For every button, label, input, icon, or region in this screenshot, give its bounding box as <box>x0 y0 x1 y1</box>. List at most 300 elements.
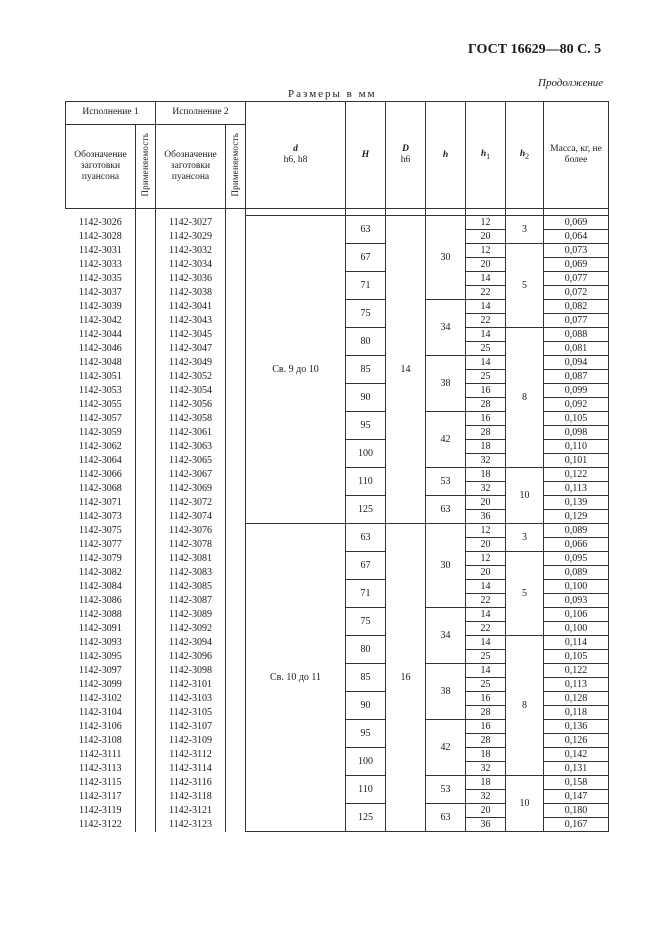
designation-v2: 1142-3063 <box>169 440 212 452</box>
cell-mass: 0,081 <box>544 342 609 356</box>
gap-cell <box>246 209 346 216</box>
designation-v2: 1142-3089 <box>169 608 212 620</box>
cell-h: 42 <box>426 412 466 468</box>
designation-v2: 1142-3045 <box>169 328 212 340</box>
applicability-v2 <box>226 258 246 272</box>
applicability-v1 <box>136 566 156 580</box>
cell-h2: 8 <box>506 328 544 468</box>
header-D-name: D <box>402 144 409 155</box>
cell-mass: 0,122 <box>544 468 609 482</box>
designation-v1: 1142-3102 <box>78 692 122 704</box>
cell-h1: 22 <box>466 622 506 636</box>
designation-v2: 1142-3116 <box>169 776 212 788</box>
cell-mass: 0,131 <box>544 762 609 776</box>
cell-h1: 28 <box>466 398 506 412</box>
designation-v1: 1142-3059 <box>78 426 122 438</box>
applicability-v2 <box>226 440 246 454</box>
designation-v1: 1142-3077 <box>78 538 122 550</box>
cell-mass: 0,092 <box>544 398 609 412</box>
applicability-v1 <box>136 664 156 678</box>
cell-H: 95 <box>346 720 386 748</box>
applicability-v1 <box>136 286 156 300</box>
cell-mass: 0,167 <box>544 818 609 832</box>
cell-h1: 16 <box>466 384 506 398</box>
applicability-v2 <box>226 286 246 300</box>
applicability-v2 <box>226 538 246 552</box>
cell-h1: 20 <box>466 496 506 510</box>
applicability-v2 <box>226 608 246 622</box>
header-h1-name: h <box>480 149 487 159</box>
cell-mass: 0,114 <box>544 636 609 650</box>
header-D-tolerance: h6 <box>400 155 411 165</box>
applicability-v1 <box>136 678 156 692</box>
cell-h: 53 <box>426 776 466 804</box>
cell-mass: 0,066 <box>544 538 609 552</box>
header-h2-name: h <box>519 149 526 159</box>
header-gap-row <box>66 209 609 216</box>
designation-v2: 1142-3121 <box>169 804 212 816</box>
applicability-v1 <box>136 636 156 650</box>
cell-H: 90 <box>346 692 386 720</box>
cell-mass: 0,082 <box>544 300 609 314</box>
table-body <box>66 209 609 832</box>
header-d-tolerance: h6, h8 <box>283 155 308 165</box>
cell-H: 63 <box>346 216 386 244</box>
cell-h1: 25 <box>466 370 506 384</box>
cell-mass: 0,113 <box>544 678 609 692</box>
applicability-v2 <box>226 580 246 594</box>
applicability-v1 <box>136 314 156 328</box>
cell-mass: 0,088 <box>544 328 609 342</box>
header-applicability-v1: Применяемость <box>136 125 156 209</box>
applicability-v1 <box>136 412 156 426</box>
header-h2 <box>506 102 544 209</box>
designation-v2: 1142-3101 <box>169 678 212 690</box>
cell-h1: 32 <box>466 482 506 496</box>
cell-D: 16 <box>386 524 426 832</box>
designation-v2: 1142-3069 <box>169 482 212 494</box>
applicability-v1 <box>136 608 156 622</box>
designation-v2: 1142-3065 <box>169 454 212 466</box>
cell-h1: 25 <box>466 650 506 664</box>
cell-H: 110 <box>346 468 386 496</box>
cell-mass: 0,106 <box>544 608 609 622</box>
cell-h1: 14 <box>466 300 506 314</box>
designation-v1: 1142-3088 <box>78 608 122 620</box>
designation-v1: 1142-3095 <box>78 650 122 662</box>
cell-H: 75 <box>346 300 386 328</box>
applicability-v1 <box>136 552 156 566</box>
applicability-v2 <box>226 524 246 538</box>
applicability-v1 <box>136 650 156 664</box>
designation-v2: 1142-3032 <box>169 244 212 256</box>
cell-mass: 0,087 <box>544 370 609 384</box>
applicability-v2 <box>226 342 246 356</box>
designation-v2: 1142-3054 <box>169 384 212 396</box>
designation-v1: 1142-3122 <box>78 818 122 830</box>
cell-mass: 0,089 <box>544 566 609 580</box>
designation-v2: 1142-3038 <box>169 286 212 298</box>
applicability-v1 <box>136 258 156 272</box>
dimensions-label: Размеры в мм <box>288 88 377 100</box>
applicability-v1 <box>136 328 156 342</box>
applicability-v1 <box>136 300 156 314</box>
gap-cell <box>466 209 506 216</box>
cell-h: 38 <box>426 664 466 720</box>
table-row <box>66 216 609 230</box>
applicability-v2 <box>226 636 246 650</box>
cell-H: 90 <box>346 384 386 412</box>
applicability-v2 <box>226 748 246 762</box>
designation-v1: 1142-3075 <box>78 524 122 536</box>
cell-h2: 10 <box>506 468 544 524</box>
cell-mass: 0,095 <box>544 552 609 566</box>
cell-mass: 0,139 <box>544 496 609 510</box>
header-h2-sub: 2 <box>525 151 530 161</box>
designation-v2: 1142-3096 <box>169 650 212 662</box>
cell-H: 95 <box>346 412 386 440</box>
applicability-v2 <box>226 552 246 566</box>
applicability-v1 <box>136 496 156 510</box>
gap-cell <box>136 209 156 216</box>
cell-h1: 14 <box>466 580 506 594</box>
applicability-v1 <box>136 272 156 286</box>
cell-h1: 28 <box>466 426 506 440</box>
applicability-v1 <box>136 230 156 244</box>
designation-v1: 1142-3062 <box>78 440 122 452</box>
cell-h1: 18 <box>466 748 506 762</box>
applicability-v2 <box>226 272 246 286</box>
applicability-v2 <box>226 720 246 734</box>
applicability-v2 <box>226 692 246 706</box>
designation-v2: 1142-3074 <box>169 510 212 522</box>
cell-h: 34 <box>426 608 466 664</box>
header-version-1: Исполнение 1 <box>66 102 156 125</box>
designation-v1: 1142-3044 <box>78 328 122 340</box>
cell-mass: 0,113 <box>544 482 609 496</box>
designation-v2: 1142-3049 <box>169 356 212 368</box>
cell-h1: 16 <box>466 692 506 706</box>
applicability-v1 <box>136 370 156 384</box>
cell-H: 100 <box>346 440 386 468</box>
cell-mass: 0,073 <box>544 244 609 258</box>
cell-mass: 0,122 <box>544 664 609 678</box>
cell-H: 71 <box>346 272 386 300</box>
cell-h1: 12 <box>466 216 506 230</box>
cell-h: 38 <box>426 356 466 412</box>
designation-v2: 1142-3083 <box>169 566 212 578</box>
applicability-v2 <box>226 622 246 636</box>
applicability-v1 <box>136 524 156 538</box>
applicability-v2 <box>226 650 246 664</box>
applicability-v2 <box>226 762 246 776</box>
applicability-v2 <box>226 566 246 580</box>
applicability-v1 <box>136 720 156 734</box>
applicability-v2 <box>226 384 246 398</box>
applicability-v1 <box>136 510 156 524</box>
designation-v2: 1142-3067 <box>169 468 212 480</box>
cell-h1: 20 <box>466 230 506 244</box>
applicability-v1 <box>136 398 156 412</box>
cell-h1: 36 <box>466 818 506 832</box>
applicability-v2 <box>226 664 246 678</box>
cell-h: 63 <box>426 496 466 524</box>
cell-H: 63 <box>346 524 386 552</box>
applicability-v1 <box>136 384 156 398</box>
applicability-v2 <box>226 426 246 440</box>
applicability-v2 <box>226 216 246 230</box>
cell-h1: 25 <box>466 678 506 692</box>
cell-h1: 16 <box>466 412 506 426</box>
header-d-name: d <box>293 144 298 155</box>
dimensions-table <box>65 101 609 832</box>
designation-v2: 1142-3034 <box>169 258 212 270</box>
applicability-v2 <box>226 804 246 818</box>
designation-v1: 1142-3117 <box>78 790 122 802</box>
cell-mass: 0,100 <box>544 580 609 594</box>
cell-h1: 36 <box>466 510 506 524</box>
applicability-v1 <box>136 454 156 468</box>
cell-H: 125 <box>346 496 386 524</box>
cell-h1: 20 <box>466 258 506 272</box>
designation-v1: 1142-3048 <box>78 356 122 368</box>
designation-v1: 1142-3046 <box>78 342 122 354</box>
designation-v2: 1142-3047 <box>169 342 212 354</box>
cell-H: 110 <box>346 776 386 804</box>
designation-v2: 1142-3041 <box>169 300 212 312</box>
designation-v2: 1142-3061 <box>169 426 212 438</box>
cell-mass: 0,069 <box>544 216 609 230</box>
cell-mass: 0,110 <box>544 440 609 454</box>
cell-H: 67 <box>346 552 386 580</box>
cell-mass: 0,101 <box>544 454 609 468</box>
cell-mass: 0,158 <box>544 776 609 790</box>
cell-h1: 16 <box>466 720 506 734</box>
designation-v1: 1142-3111 <box>79 748 122 760</box>
designation-v1: 1142-3079 <box>78 552 122 564</box>
designation-v2: 1142-3056 <box>169 398 212 410</box>
designation-v2: 1142-3094 <box>169 636 212 648</box>
applicability-v1 <box>136 622 156 636</box>
cell-H: 80 <box>346 636 386 664</box>
cell-h2: 5 <box>506 244 544 328</box>
cell-mass: 0,100 <box>544 622 609 636</box>
applicability-v1 <box>136 594 156 608</box>
applicability-v2 <box>226 482 246 496</box>
designation-v1: 1142-3035 <box>78 272 122 284</box>
cell-h: 30 <box>426 216 466 300</box>
gap-cell <box>156 209 226 216</box>
designation-v2: 1142-3107 <box>169 720 212 732</box>
designation-v2: 1142-3076 <box>169 524 212 536</box>
gap-cell <box>346 209 386 216</box>
cell-h1: 18 <box>466 468 506 482</box>
cell-h2: 3 <box>506 216 544 244</box>
designation-v2: 1142-3081 <box>169 552 212 564</box>
cell-h1: 28 <box>466 706 506 720</box>
cell-h1: 22 <box>466 286 506 300</box>
cell-mass: 0,094 <box>544 356 609 370</box>
applicability-v1 <box>136 216 156 230</box>
cell-mass: 0,072 <box>544 286 609 300</box>
cell-h2: 5 <box>506 552 544 636</box>
applicability-v1 <box>136 776 156 790</box>
designation-v1: 1142-3108 <box>78 734 122 746</box>
designation-v1: 1142-3093 <box>78 636 122 648</box>
applicability-v2 <box>226 328 246 342</box>
cell-h1: 20 <box>466 566 506 580</box>
cell-d: Св. 9 до 10 <box>246 216 346 524</box>
applicability-v1 <box>136 692 156 706</box>
designation-v1: 1142-3106 <box>78 720 122 732</box>
cell-mass: 0,064 <box>544 230 609 244</box>
designation-v1: 1142-3057 <box>78 412 122 424</box>
applicability-v2 <box>226 790 246 804</box>
designation-v2: 1142-3114 <box>169 762 212 774</box>
designation-v2: 1142-3118 <box>169 790 212 802</box>
cell-mass: 0,126 <box>544 734 609 748</box>
cell-mass: 0,180 <box>544 804 609 818</box>
designation-v1: 1142-3071 <box>78 496 122 508</box>
applicability-v1 <box>136 748 156 762</box>
cell-mass: 0,069 <box>544 258 609 272</box>
applicability-v2 <box>226 356 246 370</box>
applicability-v2 <box>226 706 246 720</box>
gap-cell <box>226 209 246 216</box>
applicability-v1 <box>136 818 156 832</box>
gap-cell <box>544 209 609 216</box>
cell-h1: 14 <box>466 636 506 650</box>
applicability-v1 <box>136 342 156 356</box>
applicability-v1 <box>136 426 156 440</box>
applicability-v2 <box>226 510 246 524</box>
designation-v1: 1142-3028 <box>78 230 122 242</box>
cell-mass: 0,098 <box>544 426 609 440</box>
designation-v1: 1142-3051 <box>78 370 122 382</box>
designation-v1: 1142-3086 <box>78 594 122 606</box>
designation-v1: 1142-3104 <box>78 706 122 718</box>
cell-H: 71 <box>346 580 386 608</box>
applicability-v2 <box>226 468 246 482</box>
cell-h1: 14 <box>466 328 506 342</box>
applicability-v2 <box>226 300 246 314</box>
cell-H: 85 <box>346 356 386 384</box>
cell-h: 42 <box>426 720 466 776</box>
cell-h1: 28 <box>466 734 506 748</box>
applicability-v2 <box>226 496 246 510</box>
designation-v1: 1142-3033 <box>78 258 122 270</box>
cell-H: 85 <box>346 664 386 692</box>
gap-cell <box>66 209 136 216</box>
cell-mass: 0,128 <box>544 692 609 706</box>
applicability-v1 <box>136 538 156 552</box>
cell-h1: 14 <box>466 664 506 678</box>
cell-h1: 18 <box>466 440 506 454</box>
applicability-v1 <box>136 790 156 804</box>
cell-h1: 12 <box>466 524 506 538</box>
designation-v2: 1142-3027 <box>169 216 212 228</box>
designation-v1: 1142-3073 <box>78 510 122 522</box>
cell-H: 67 <box>346 244 386 272</box>
designation-v2: 1142-3052 <box>169 370 212 382</box>
cell-h1: 32 <box>466 790 506 804</box>
applicability-v2 <box>226 230 246 244</box>
table-row <box>66 524 609 538</box>
page-header: ГОСТ 16629—80 С. 5 <box>468 42 602 57</box>
designation-v1: 1142-3037 <box>78 286 122 298</box>
applicability-v2 <box>226 818 246 832</box>
cell-h1: 22 <box>466 594 506 608</box>
cell-H: 125 <box>346 804 386 832</box>
designation-v1: 1142-3064 <box>78 454 122 466</box>
designation-v2: 1142-3105 <box>169 706 212 718</box>
applicability-v2 <box>226 734 246 748</box>
cell-h1: 32 <box>466 762 506 776</box>
header-H <box>346 102 386 209</box>
designation-v1: 1142-3113 <box>78 762 122 774</box>
header-mass: Масса, кг, не более <box>544 102 609 209</box>
cell-mass: 0,129 <box>544 510 609 524</box>
cell-D: 14 <box>386 216 426 524</box>
cell-h1: 12 <box>466 244 506 258</box>
header-h <box>426 102 466 209</box>
cell-h: 34 <box>426 300 466 356</box>
cell-h: 53 <box>426 468 466 496</box>
cell-h1: 32 <box>466 454 506 468</box>
cell-mass: 0,118 <box>544 706 609 720</box>
designation-v1: 1142-3082 <box>78 566 122 578</box>
applicability-v1 <box>136 468 156 482</box>
cell-H: 75 <box>346 608 386 636</box>
designation-v1: 1142-3055 <box>78 398 122 410</box>
designation-v2: 1142-3036 <box>169 272 212 284</box>
applicability-v1 <box>136 440 156 454</box>
cell-mass: 0,099 <box>544 384 609 398</box>
designation-v2: 1142-3058 <box>169 412 212 424</box>
designation-v2: 1142-3029 <box>169 230 212 242</box>
designation-v2: 1142-3112 <box>169 748 212 760</box>
gap-cell <box>386 209 426 216</box>
cell-H: 80 <box>346 328 386 356</box>
designation-v1: 1142-3119 <box>78 804 122 816</box>
header-version-2: Исполнение 2 <box>156 102 246 125</box>
continuation-label: Продолжение <box>538 77 604 89</box>
applicability-v1 <box>136 244 156 258</box>
cell-mass: 0,093 <box>544 594 609 608</box>
cell-h2: 8 <box>506 636 544 776</box>
designation-v2: 1142-3078 <box>169 538 212 550</box>
cell-h1: 22 <box>466 314 506 328</box>
cell-h1: 25 <box>466 342 506 356</box>
designation-v1: 1142-3091 <box>78 622 122 634</box>
cell-h1: 12 <box>466 552 506 566</box>
cell-h: 30 <box>426 524 466 608</box>
header-h1 <box>466 102 506 209</box>
designation-v1: 1142-3053 <box>78 384 122 396</box>
designation-v2: 1142-3087 <box>169 594 212 606</box>
applicability-v2 <box>226 678 246 692</box>
cell-mass: 0,077 <box>544 314 609 328</box>
applicability-v2 <box>226 776 246 790</box>
cell-d: Св. 10 до 11 <box>246 524 346 832</box>
cell-mass: 0,147 <box>544 790 609 804</box>
applicability-v1 <box>136 762 156 776</box>
designation-v1: 1142-3097 <box>78 664 122 676</box>
header-h-name: h <box>442 149 449 160</box>
applicability-v1 <box>136 804 156 818</box>
cell-mass: 0,105 <box>544 650 609 664</box>
applicability-v1 <box>136 706 156 720</box>
